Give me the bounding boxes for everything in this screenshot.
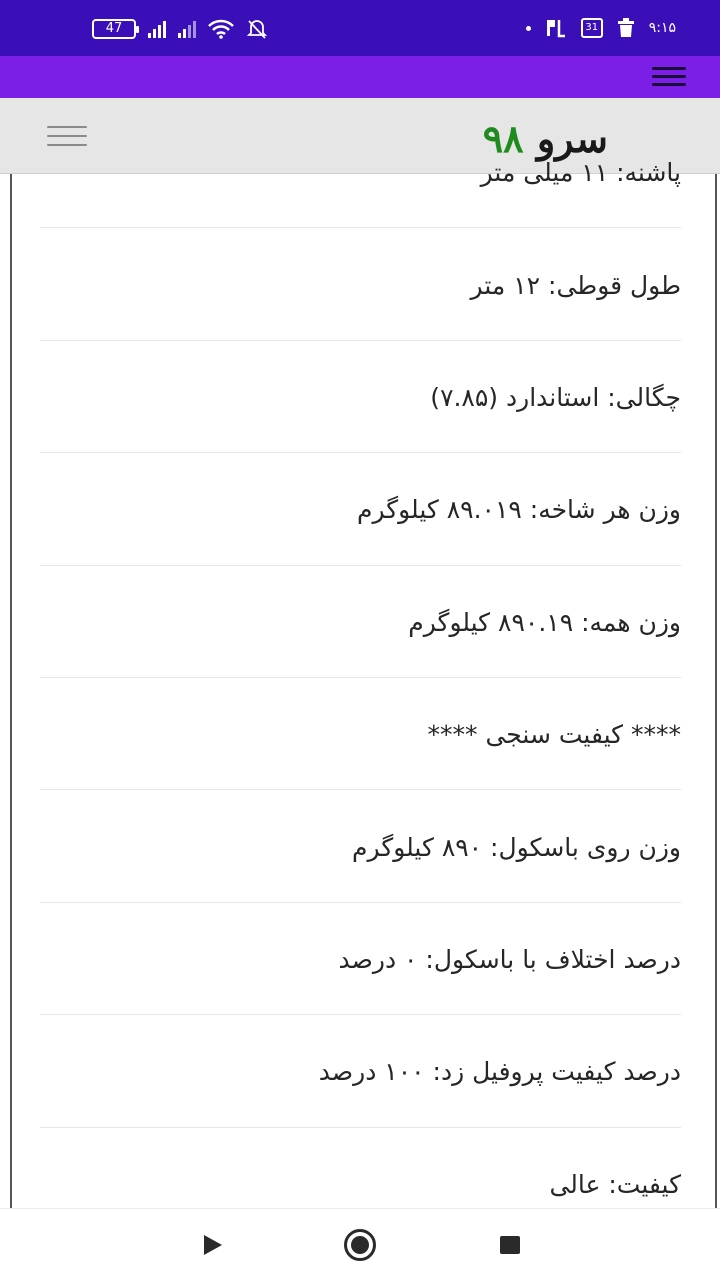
status-time: ۹:۱۵: [648, 20, 676, 36]
spec-text: پاشنه: ۱۱ میلی متر: [480, 158, 681, 188]
calendar-day: 31: [585, 22, 599, 33]
status-bar: [0, 0, 720, 56]
list-item: [40, 453, 681, 565]
back-triangle-icon[interactable]: [204, 1235, 222, 1255]
list-item: [40, 790, 681, 902]
spec-text: درصد کیفیت پروفیل زد: ۱۰۰ درصد: [318, 1057, 681, 1087]
spec-text: طول قوطی: ۱۲ متر: [470, 270, 681, 300]
logo-number: ۹۸: [482, 116, 524, 161]
app-bar: [0, 56, 720, 98]
system-nav-bar: [0, 1208, 720, 1280]
spec-text: کیفیت: عالی: [549, 1169, 681, 1199]
list-item: [40, 678, 681, 790]
signal-icon: [148, 20, 166, 38]
app-notification-icon: [545, 18, 567, 38]
spec-text: وزن همه: ۸۹۰.۱۹ کیلوگرم: [408, 607, 681, 637]
signal-icon: [178, 20, 196, 38]
dot-icon: [526, 26, 531, 31]
spec-text: وزن روی باسکول: ۸۹۰ کیلوگرم: [352, 832, 681, 862]
home-circle-icon[interactable]: [344, 1229, 376, 1261]
calendar-icon: [581, 18, 603, 38]
status-left-icons: [92, 18, 268, 40]
list-item: [40, 228, 681, 340]
battery-level: 47: [105, 21, 123, 36]
recents-square-icon[interactable]: [500, 1236, 520, 1254]
spec-panel: [10, 158, 717, 1208]
mute-icon: [246, 18, 268, 40]
logo-word: سرو: [536, 116, 608, 161]
list-item: [40, 341, 681, 453]
list-item: [40, 566, 681, 678]
spec-list: [40, 116, 681, 1240]
spec-text: درصد اختلاف با باسکول: ۰ درصد: [338, 944, 681, 974]
trash-icon: [617, 18, 635, 38]
spec-text: **** کیفیت سنجی ****: [427, 720, 681, 750]
status-right-icons: [526, 18, 676, 38]
spec-text: وزن هر شاخه: ۸۹.۰۱۹ کیلوگرم: [356, 495, 681, 525]
list-item: [40, 1015, 681, 1127]
battery-icon: [92, 19, 136, 39]
wifi-icon: [208, 19, 234, 39]
list-item: [40, 116, 681, 228]
hamburger-menu-icon[interactable]: [652, 67, 686, 86]
list-item: [40, 903, 681, 1015]
spec-text: چگالی: استاندارد (۷.۸۵): [430, 382, 681, 412]
